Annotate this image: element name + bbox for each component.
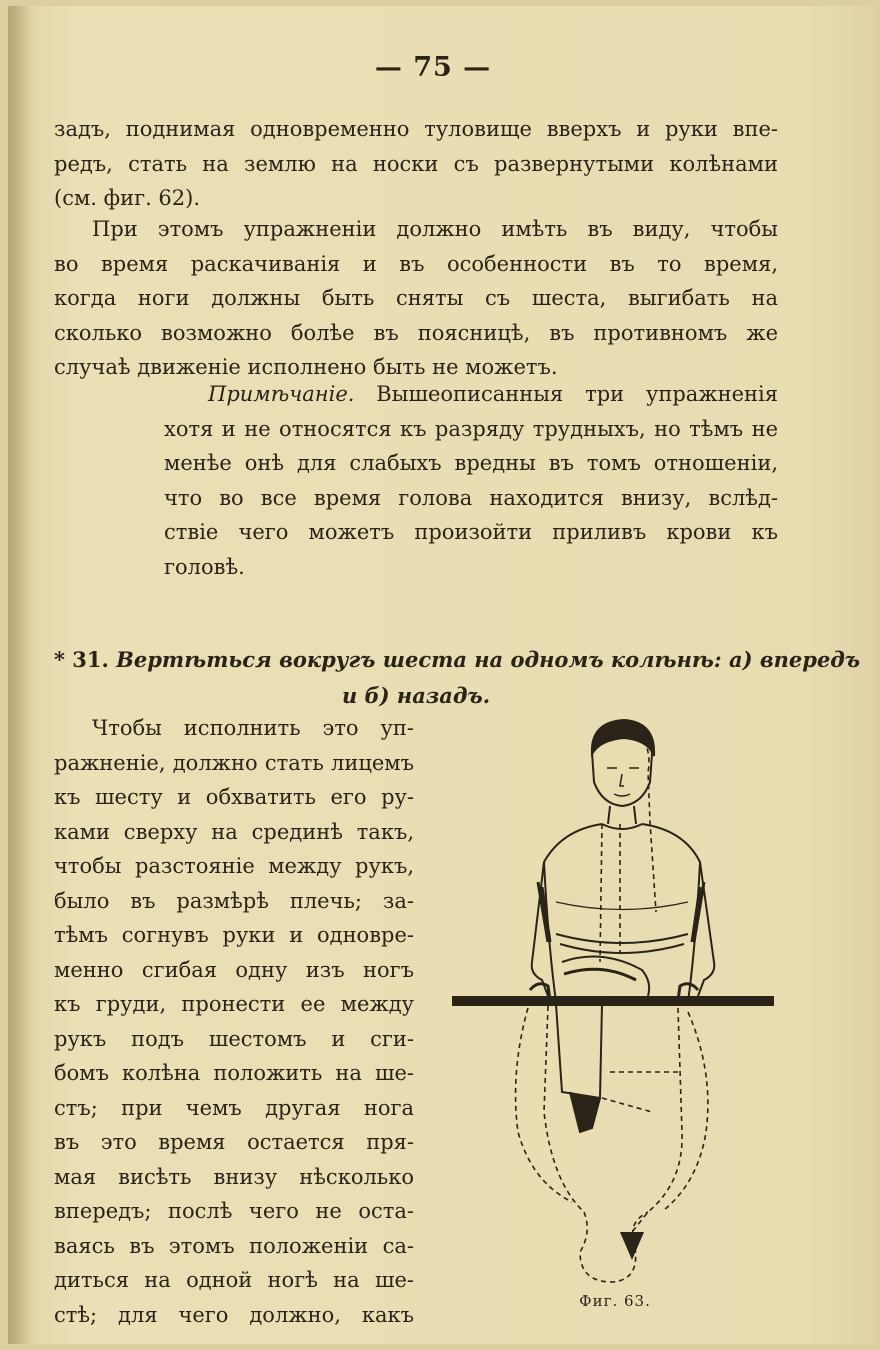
section-number: * 31. — [54, 647, 109, 672]
text-line: во время раскачиванія и въ особенности въ то время, — [54, 251, 778, 276]
text-line: менно сгибая одну изъ ногъ — [54, 957, 414, 982]
text-line: (см. фиг. 62). — [54, 186, 201, 210]
text-line: При этомъ упражненіи должно имѣть въ виду, чтобы — [92, 217, 778, 241]
text-line: ками сверху на срединѣ такъ, — [54, 819, 414, 844]
paragraph-continuation — [54, 117, 778, 221]
section-heading-line1 — [54, 642, 861, 678]
note-block — [164, 382, 778, 589]
text-line: рукъ подъ шестомъ и сги- — [54, 1026, 414, 1051]
note-line: головѣ. — [164, 554, 245, 579]
text-line: когда ноги должны быть сняты съ шеста, выгибать на — [54, 286, 778, 310]
text-line: впередъ; послѣ чего не оста- — [54, 1199, 414, 1223]
text-line: къ груди, пронести ее между — [54, 992, 414, 1016]
text-line: было въ размѣрѣ плечь; за- — [54, 888, 414, 913]
text-line: стъ; при чемъ другая нога — [54, 1095, 414, 1120]
text-line: ражненіе, должно стать лицемъ — [54, 750, 414, 775]
text-line: задъ, поднимая одновременно туловище вверхъ и руки впе- — [54, 117, 778, 141]
text-line: къ шесту и обхватить его ру- — [54, 785, 414, 809]
text-line: мая висѣть внизу нѣсколько — [54, 1164, 414, 1189]
note-first-text: Вышеописанныя три упражненія — [376, 382, 778, 406]
note-line: что во все время голова находится внизу, вслѣд- — [164, 485, 778, 510]
text-line: Чтобы исполнить это уп- — [92, 716, 414, 740]
note-line: ствіе чего можетъ произойти приливъ крови къ — [164, 520, 778, 544]
note-line: менѣе онѣ для слабыхъ вредны въ томъ отношеніи, — [164, 451, 778, 475]
note-first-line — [164, 382, 778, 417]
text-line: сколько возможно болѣе въ поясницѣ, въ противномъ же — [54, 320, 778, 345]
note-label: Примѣчаніе. — [208, 382, 355, 406]
page-spine-shadow — [8, 6, 30, 1344]
section-heading — [54, 642, 861, 714]
text-line: ваясь въ этомъ положеніи са- — [54, 1233, 414, 1258]
section-title-part2: и б) назадъ. — [341, 683, 491, 708]
text-line: стѣ; для чего должно, какъ — [54, 1302, 414, 1327]
paragraph-instruction — [54, 217, 778, 390]
page-number: — 75 — — [374, 52, 492, 83]
text-line: чтобы разстояніе между рукъ, — [54, 854, 414, 878]
horizontal-bar — [452, 996, 774, 1006]
text-line: тѣмъ согнувъ руки и одновре- — [54, 923, 414, 947]
note-line: хотя и не относятся къ разряду трудныхъ, но тѣмъ не — [164, 416, 778, 441]
text-line: диться на одной ногѣ на ше- — [54, 1268, 414, 1292]
section-title-part1: Вертѣться вокругъ шеста на одномъ колѣнѣ: а) впередъ — [116, 647, 861, 672]
figure-caption: Фиг. 63. — [579, 1292, 651, 1310]
text-line: бомъ колѣна положить на ше- — [54, 1061, 414, 1085]
text-line: въ это время остается пря- — [54, 1130, 414, 1154]
gymnast-figure-illustration — [452, 712, 774, 1292]
paragraph-exercise — [54, 716, 414, 1337]
text-line: редъ, стать на землю на носки съ развернутыми колѣнами — [54, 151, 778, 176]
text-line: случаѣ движеніе исполнено быть не можетъ. — [54, 355, 558, 379]
